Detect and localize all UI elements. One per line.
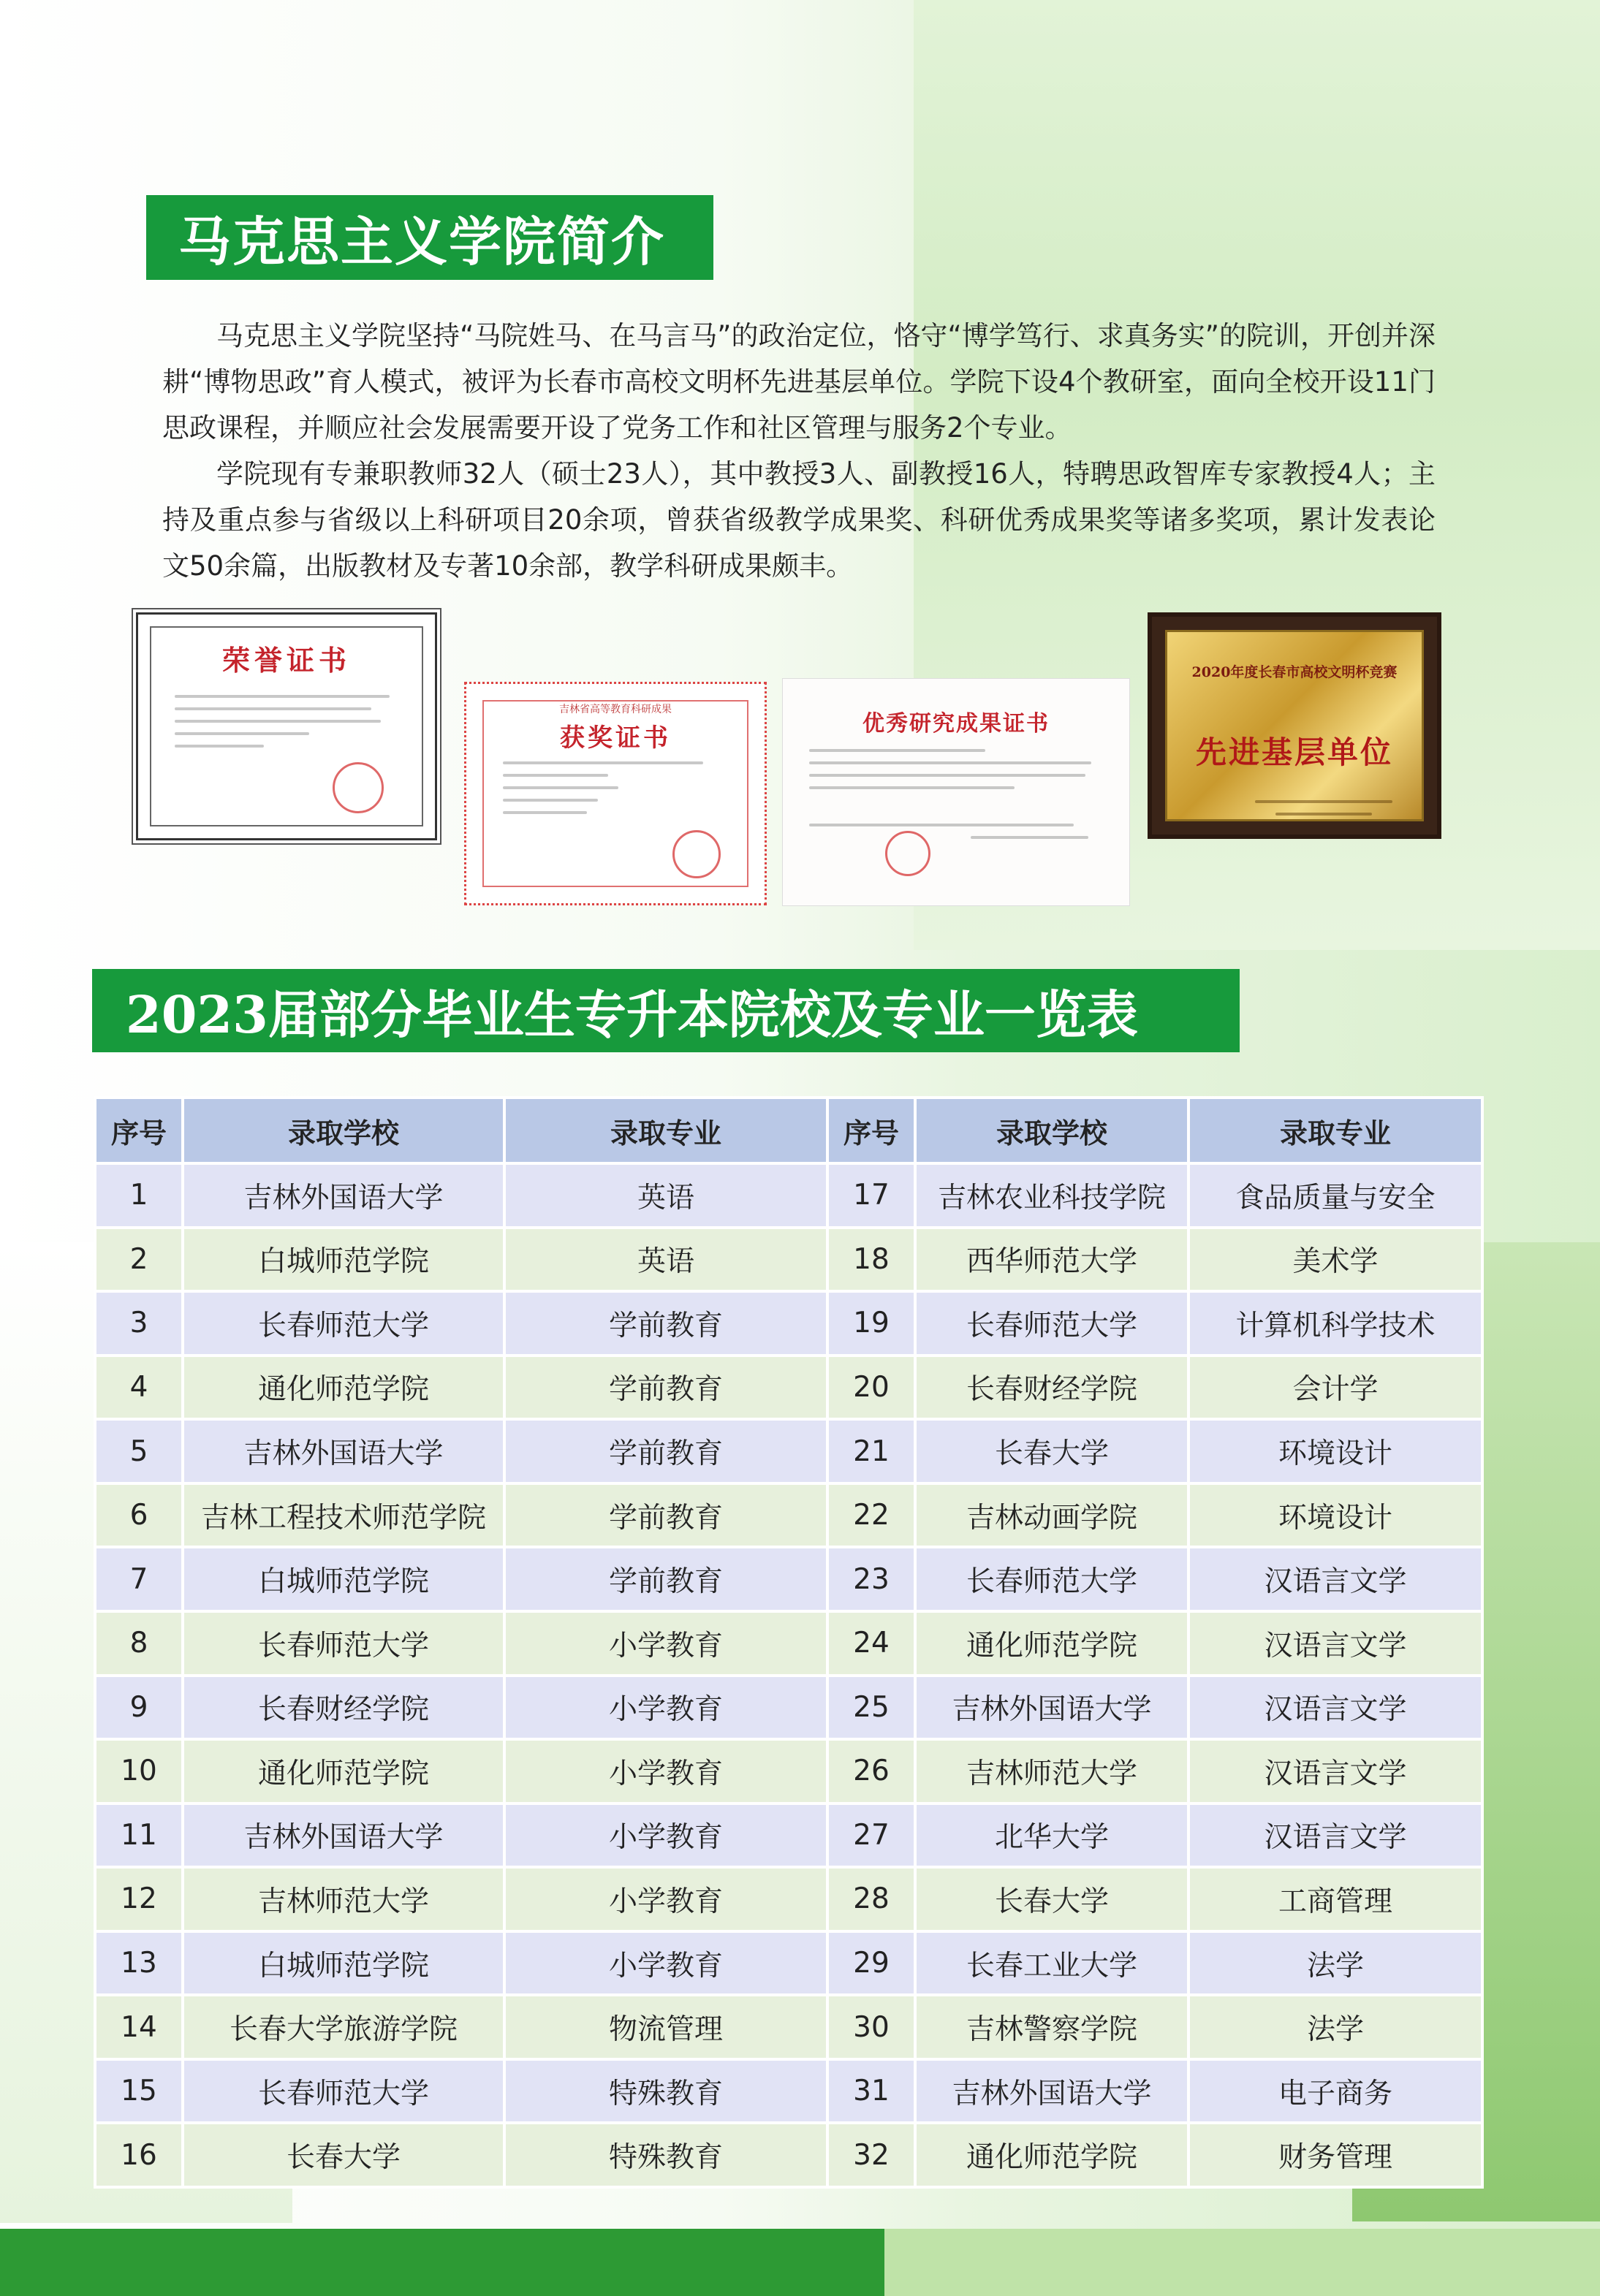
cell-school: 长春大学 [915, 1419, 1188, 1483]
certificate-honor [136, 612, 437, 840]
cell-index: 23 [827, 1547, 915, 1611]
cell-school: 吉林工程技术师范学院 [183, 1483, 504, 1548]
column-header-major: 录取专业 [1188, 1098, 1482, 1163]
table-row [95, 1611, 1482, 1676]
cell-school: 吉林外国语大学 [915, 2059, 1188, 2124]
table-row [95, 1995, 1482, 2059]
cell-school: 长春师范大学 [183, 2059, 504, 2124]
cell-major: 电子商务 [1188, 2059, 1482, 2124]
cell-index: 2 [95, 1228, 183, 1292]
cell-index: 14 [95, 1995, 183, 2059]
cell-index: 15 [95, 2059, 183, 2124]
footer-bar-accent [884, 2229, 1600, 2296]
cell-school: 长春师范大学 [915, 1291, 1188, 1356]
cell-major: 小学教育 [504, 1803, 827, 1868]
certificate-title: 优秀研究成果证书 [862, 711, 1050, 737]
seal-stamp [333, 762, 384, 813]
cell-index: 11 [95, 1803, 183, 1868]
certificate-body-text [175, 695, 398, 757]
cell-major: 学前教育 [504, 1547, 827, 1611]
cell-school: 通化师范学院 [183, 1356, 504, 1420]
cell-school: 白城师范学院 [183, 1931, 504, 1996]
plaque-plate [1165, 630, 1424, 821]
cell-major: 英语 [504, 1228, 827, 1292]
cell-school: 白城师范学院 [183, 1228, 504, 1292]
cell-major: 小学教育 [504, 1739, 827, 1803]
table-header-row [95, 1098, 1482, 1163]
table-row [95, 1228, 1482, 1292]
section-title-admission-list: 2023届部分毕业生专升本院校及专业一览表 [92, 969, 1240, 1052]
cell-school: 吉林外国语大学 [183, 1163, 504, 1228]
cell-major: 美术学 [1188, 1228, 1482, 1292]
cell-school: 长春财经学院 [183, 1676, 504, 1740]
cell-index: 30 [827, 1995, 915, 2059]
table-row [95, 1419, 1482, 1483]
intro-text [162, 313, 1436, 589]
cell-major: 汉语言文学 [1188, 1803, 1482, 1868]
cell-school: 吉林外国语大学 [915, 1676, 1188, 1740]
cell-major: 特殊教育 [504, 2123, 827, 2187]
intro-paragraph-1: 马克思主义学院坚持“马院姓马、在马言马”的政治定位，恪守“博学笃行、求真务实”的院训，开创并深耕“博物思政”育人模式，被评为长春市高校文明杯先进基层单位。学院下设4个教研室，面向全校开设11门思政课程，并顺应社会发展需要开设了党务工作和社区管理与服务2个专业。 [162, 320, 1436, 444]
cell-index: 6 [95, 1483, 183, 1548]
cell-index: 26 [827, 1739, 915, 1803]
cell-major: 食品质量与安全 [1188, 1163, 1482, 1228]
cell-index: 27 [827, 1803, 915, 1868]
table-row [95, 1867, 1482, 1931]
cell-index: 16 [95, 2123, 183, 2187]
cell-school: 长春大学 [915, 1867, 1188, 1931]
table-row [95, 1739, 1482, 1803]
table-row [95, 1803, 1482, 1868]
cell-index: 28 [827, 1867, 915, 1931]
column-header-index: 序号 [827, 1098, 915, 1163]
cell-major: 学前教育 [504, 1419, 827, 1483]
cell-school: 吉林师范大学 [183, 1867, 504, 1931]
cell-major: 小学教育 [504, 1676, 827, 1740]
certificate-title: 获奖证书 [560, 723, 671, 753]
cell-major: 特殊教育 [504, 2059, 827, 2124]
certificate-award [466, 684, 765, 903]
plaque-advanced-unit [1148, 612, 1441, 839]
cell-index: 1 [95, 1163, 183, 1228]
cell-school: 吉林师范大学 [915, 1739, 1188, 1803]
cell-school: 长春大学 [183, 2123, 504, 2187]
table-row [95, 1356, 1482, 1420]
certificate-title: 荣誉证书 [221, 644, 351, 677]
cell-school: 长春师范大学 [183, 1611, 504, 1676]
intro-paragraph-2: 学院现有专兼职教师32人（硕士23人），其中教授3人、副教授16人，特聘思政智库专家教授4人；主持及重点参与省级以上科研项目20余项，曾获省级教学成果奖、科研优秀成果奖等诸多奖项，累计发表论文50余篇，出版教材及专著10余部，教学科研成果颇丰。 [162, 458, 1436, 582]
certificate-body-text [503, 761, 713, 824]
cell-school: 吉林外国语大学 [183, 1419, 504, 1483]
plaque-header: 2020年度长春市高校文明杯竞赛 [1191, 664, 1398, 680]
cell-index: 32 [827, 2123, 915, 2187]
cell-index: 4 [95, 1356, 183, 1420]
cell-major: 学前教育 [504, 1483, 827, 1548]
footer-bar [0, 2229, 884, 2296]
cell-index: 8 [95, 1611, 183, 1676]
cell-major: 小学教育 [504, 1931, 827, 1996]
cell-school: 长春师范大学 [915, 1547, 1188, 1611]
table-row [95, 1483, 1482, 1548]
admission-table [94, 1096, 1481, 2189]
cell-school: 西华师范大学 [915, 1228, 1188, 1292]
cell-major: 小学教育 [504, 1611, 827, 1676]
cell-school: 长春大学旅游学院 [183, 1995, 504, 2059]
table-row [95, 1676, 1482, 1740]
column-header-major: 录取专业 [504, 1098, 827, 1163]
column-header-index: 序号 [95, 1098, 183, 1163]
cell-major: 工商管理 [1188, 1867, 1482, 1931]
certificate-research [782, 678, 1130, 906]
cell-index: 31 [827, 2059, 915, 2124]
table-row [95, 1291, 1482, 1356]
cell-index: 13 [95, 1931, 183, 1996]
cell-index: 19 [827, 1291, 915, 1356]
plaque-title: 先进基层单位 [1195, 734, 1393, 770]
cell-index: 20 [827, 1356, 915, 1420]
cell-school: 北华大学 [915, 1803, 1188, 1868]
cell-school: 长春师范大学 [183, 1291, 504, 1356]
certificate-header: 吉林省高等教育科研成果 [559, 704, 672, 715]
cell-school: 吉林外国语大学 [183, 1803, 504, 1868]
cell-school: 通化师范学院 [915, 1611, 1188, 1676]
cell-index: 24 [827, 1611, 915, 1676]
cell-major: 汉语言文学 [1188, 1547, 1482, 1611]
plaque-body-text [1255, 800, 1392, 825]
column-header-school: 录取学校 [183, 1098, 504, 1163]
cell-index: 12 [95, 1867, 183, 1931]
cell-index: 17 [827, 1163, 915, 1228]
cell-major: 法学 [1188, 1931, 1482, 1996]
cell-major: 环境设计 [1188, 1483, 1482, 1548]
cell-major: 英语 [504, 1163, 827, 1228]
cell-index: 22 [827, 1483, 915, 1548]
cell-major: 汉语言文学 [1188, 1739, 1482, 1803]
cell-major: 财务管理 [1188, 2123, 1482, 2187]
cell-school: 通化师范学院 [183, 1739, 504, 1803]
cell-major: 小学教育 [504, 1867, 827, 1931]
cell-major: 汉语言文学 [1188, 1611, 1482, 1676]
table-row [95, 1931, 1482, 1996]
cell-index: 21 [827, 1419, 915, 1483]
cell-school: 白城师范学院 [183, 1547, 504, 1611]
cell-index: 18 [827, 1228, 915, 1292]
cell-school: 通化师范学院 [915, 2123, 1188, 2187]
cell-index: 3 [95, 1291, 183, 1356]
seal-stamp [672, 830, 721, 878]
table-row [95, 2123, 1482, 2187]
section-title-college-intro: 马克思主义学院简介 [146, 195, 713, 280]
table-row [95, 1547, 1482, 1611]
cell-index: 29 [827, 1931, 915, 1996]
cell-index: 9 [95, 1676, 183, 1740]
cell-major: 环境设计 [1188, 1419, 1482, 1483]
seal-stamp [885, 831, 930, 876]
cell-index: 25 [827, 1676, 915, 1740]
cell-school: 长春财经学院 [915, 1356, 1188, 1420]
cell-major: 学前教育 [504, 1356, 827, 1420]
cell-index: 5 [95, 1419, 183, 1483]
cell-school: 长春工业大学 [915, 1931, 1188, 1996]
cell-school: 吉林警察学院 [915, 1995, 1188, 2059]
cell-major: 物流管理 [504, 1995, 827, 2059]
cell-index: 10 [95, 1739, 183, 1803]
cell-major: 学前教育 [504, 1291, 827, 1356]
cell-major: 汉语言文学 [1188, 1676, 1482, 1740]
cell-school: 吉林农业科技学院 [915, 1163, 1188, 1228]
cell-major: 计算机科学技术 [1188, 1291, 1482, 1356]
cell-school: 吉林动画学院 [915, 1483, 1188, 1548]
certificate-body-text [809, 749, 1103, 848]
table-row [95, 2059, 1482, 2124]
column-header-school: 录取学校 [915, 1098, 1188, 1163]
table-row [95, 1163, 1482, 1228]
cell-major: 法学 [1188, 1995, 1482, 2059]
cell-major: 会计学 [1188, 1356, 1482, 1420]
cell-index: 7 [95, 1547, 183, 1611]
